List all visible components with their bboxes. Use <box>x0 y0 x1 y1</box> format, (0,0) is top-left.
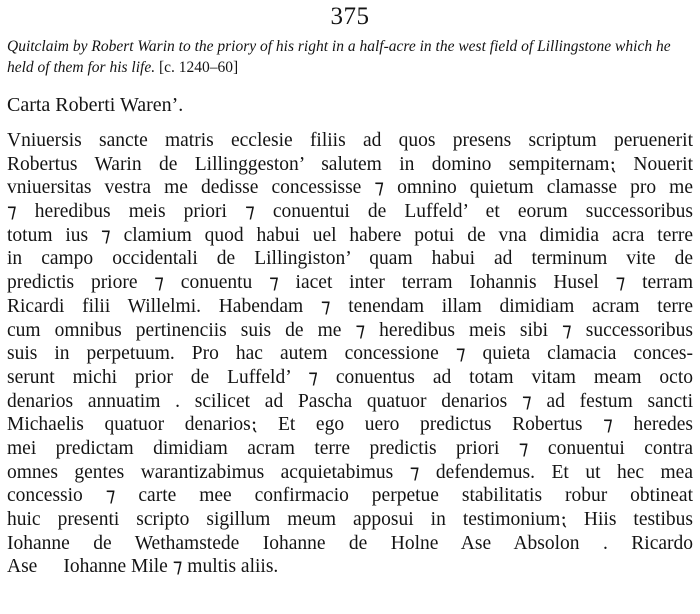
text-line: omnes gentes warantizabimus acquietabimus ⁊ defendemus. Et ut hec mea <box>7 461 693 483</box>
text-line: Michaelis quatuor denarios⁏ Et ego uero predictus Robertus ⁊ heredes <box>7 414 693 436</box>
text-line: predictis priore ⁊ conuentu ⁊ iacet inter terram Iohannis Husel ⁊ terram <box>7 272 693 294</box>
document-title: Carta Roberti Waren’. <box>7 94 184 116</box>
witness-name: Iohanne de Holne <box>262 532 439 554</box>
witness-name: Iohanne Mile ⁊ multis aliis. <box>63 556 279 578</box>
text-line: totum ius ⁊ clamium quod habui uel habere potui de vna dimidia acra terre <box>7 224 693 246</box>
text-line: mei predictam dimidiam acram terre predictis priori ⁊ conuentui contra <box>7 437 693 459</box>
document-number: 375 <box>330 3 370 30</box>
text-line: serunt michi prior de Luffeld’ ⁊ conuentus ad totam vitam meam octo <box>7 366 693 388</box>
text-line: vniuersitas vestra me dedisse concessisse ⁊ omnino quietum clamasse pro me <box>7 177 693 199</box>
summary-date: [c. 1240–60] <box>158 59 239 76</box>
document-summary <box>7 36 697 78</box>
text-line: denarios annuatim . scilicet ad Pascha quatuor denarios ⁊ ad festum sancti <box>7 390 693 412</box>
witnesses-line <box>7 532 693 556</box>
witness-name: Iohanne de Wethamstede <box>7 532 240 554</box>
final-line <box>7 555 693 579</box>
witness-name: Ase Absolon . Ricardo <box>460 532 693 554</box>
summary-text: Quitclaim by Robert Warin to the priory of his right in a half-acre in the west field of Lillingstone which he held of them for his life. <box>7 38 671 76</box>
witness-name: Ase <box>7 556 38 578</box>
charter-text <box>7 129 693 579</box>
text-line: Robertus Warin de Lillinggeston’ salutem in domino sempiternam⁏ Nouerit <box>7 153 693 175</box>
text-line: in campo occidentali de Lillingiston’ quam habui ad terminum vite de <box>7 248 693 270</box>
text-line: ⁊ heredibus meis priori ⁊ conuentui de Luffeld’ et eorum successoribus <box>7 201 693 223</box>
text-line: suis in perpetuum. Pro hac autem concessione ⁊ quieta clamacia conces- <box>7 343 693 365</box>
text-line: Vniuersis sancte matris ecclesie filiis ad quos presens scriptum peruenerit <box>7 130 693 151</box>
text-line: concessio ⁊ carte mee confirmacio perpetue stabilitatis robur obtineat <box>7 485 693 507</box>
text-line: Ricardi filii Willelmi. Habendam ⁊ tenendam illam dimidiam acram terre <box>7 295 693 317</box>
text-line: cum omnibus pertinenciis suis de me ⁊ heredibus meis sibi ⁊ successoribus <box>7 319 693 341</box>
text-line: huic presenti scripto sigillum meum apposui in testimonium⁏ Hiis testibus <box>7 509 693 530</box>
